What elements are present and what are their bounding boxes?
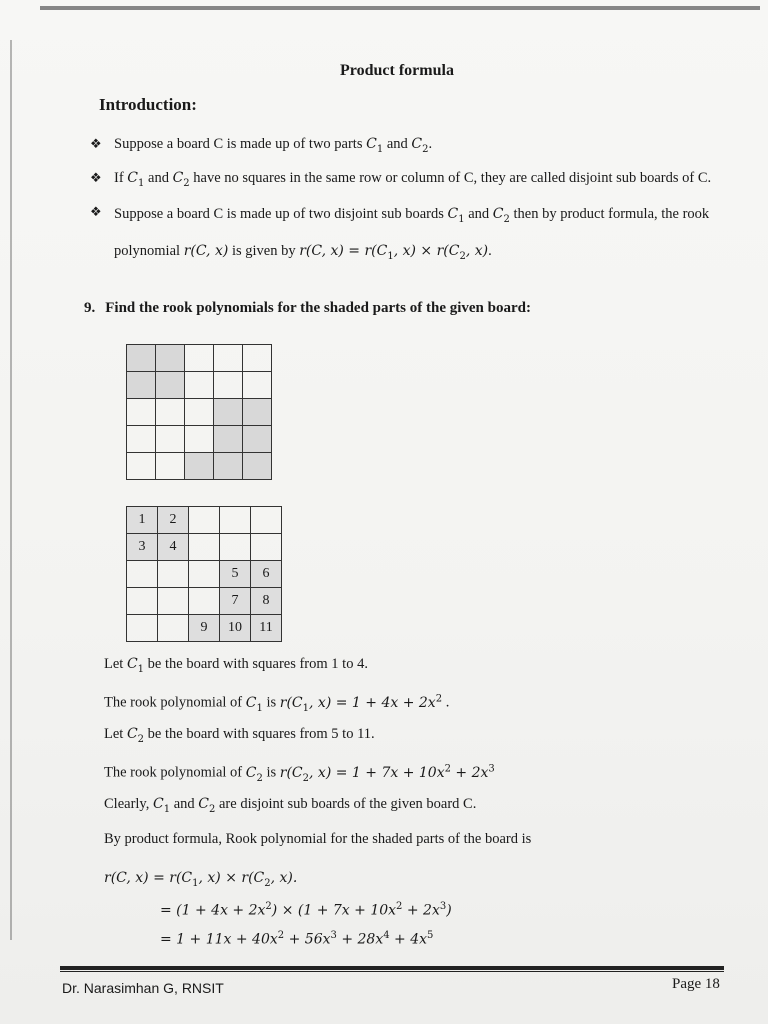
- board-cell: [220, 507, 251, 534]
- board-cell: [127, 615, 158, 642]
- board-cell: 7: [220, 588, 251, 615]
- board-cell: 3: [127, 534, 158, 561]
- text-line: The rook polynomial of $C_2$ is $r(C_2$, $x) = 1 + 7x + 10x^2 + 2x^3$: [104, 763, 495, 784]
- bullet-diamond-icon: ❖: [90, 203, 102, 219]
- top-rule: [40, 6, 760, 10]
- footer-author: Dr. Narasimhan G, RNSIT: [62, 980, 224, 996]
- numbered-board: [126, 506, 282, 642]
- board-cell: [158, 615, 189, 642]
- text-line: Clearly, $C_1$ and $C_2$ are disjoint sub boards of the given board C.: [104, 796, 477, 815]
- board-cell: 1: [127, 507, 158, 534]
- text-line: Let $C_2$ be the board with squares from 5 to 11.: [104, 726, 375, 745]
- board-cell: 5: [220, 561, 251, 588]
- board-cell: [158, 561, 189, 588]
- equation-line: r(C, $x) = r(C_1$, $x) \times r(C_2$, x).: [104, 870, 298, 889]
- intro-bullets: [90, 130, 730, 273]
- board-cell: [220, 534, 251, 561]
- page-number: Page 18: [672, 976, 720, 992]
- bullet-diamond-icon: ❖: [90, 169, 102, 185]
- solution-text: [104, 650, 744, 860]
- bullet-item: ❖ Suppose a board C is made up of two disjoint sub boards $C_1$ and $C_2$ then by product formula, the rook polynomial r(C, x) is given by r(C, $x) = r(C_1$, $x) \times r(C_2$, x).: [90, 198, 730, 274]
- board-cell: [127, 561, 158, 588]
- board-cell: 11: [251, 615, 282, 642]
- board-cell: [251, 534, 282, 561]
- board-cell: 6: [251, 561, 282, 588]
- bullet-item: ❖ Suppose a board C is made up of two parts $C_1$ and $C_2$.: [90, 130, 730, 164]
- board-cell: 9: [189, 615, 220, 642]
- page-edge: [10, 40, 12, 940]
- footer-rule: [60, 966, 724, 970]
- board-cell: [189, 588, 220, 615]
- board-cell: [158, 588, 189, 615]
- board-cell: 4: [158, 534, 189, 561]
- equation-line: = $(1 + 4x + 2x^2) \times (1 + 7x + 10x^2 + 2x^3)$: [160, 901, 452, 919]
- board-cell: [189, 534, 220, 561]
- equation-line: = $1 + 11x + 40x^2 + 56x^3 + 28x^4 + 4x^5$: [160, 930, 434, 948]
- board-cell: 2: [158, 507, 189, 534]
- shaded-board: [126, 344, 272, 480]
- board-cell: [251, 507, 282, 534]
- footer-rule: [60, 971, 724, 972]
- question-heading: 9. Find the rook polynomials for the shaded parts of the given board:: [84, 300, 531, 316]
- text-line: Let $C_1$ be the board with squares from 1 to 4.: [104, 656, 368, 675]
- page-title: Product formula: [340, 62, 454, 79]
- board-cell: [189, 561, 220, 588]
- bullet-item: ❖ If $C_1$ and $C_2$ have no squares in the same row or column of C, they are called disjoint sub boards of C.: [90, 164, 730, 198]
- derivation: [104, 865, 452, 952]
- bullet-diamond-icon: ❖: [90, 136, 102, 151]
- board-cell: [189, 507, 220, 534]
- board-cell: [127, 588, 158, 615]
- board-cell: 8: [251, 588, 282, 615]
- text-line: By product formula, Rook polynomial for the shaded parts of the board is: [104, 831, 532, 847]
- text-line: The rook polynomial of $C_1$ is $r(C_1$, $x) = 1 + 4x + 2x^2$ .: [104, 693, 450, 714]
- intro-heading: Introduction:: [99, 95, 197, 114]
- board-cell: 10: [220, 615, 251, 642]
